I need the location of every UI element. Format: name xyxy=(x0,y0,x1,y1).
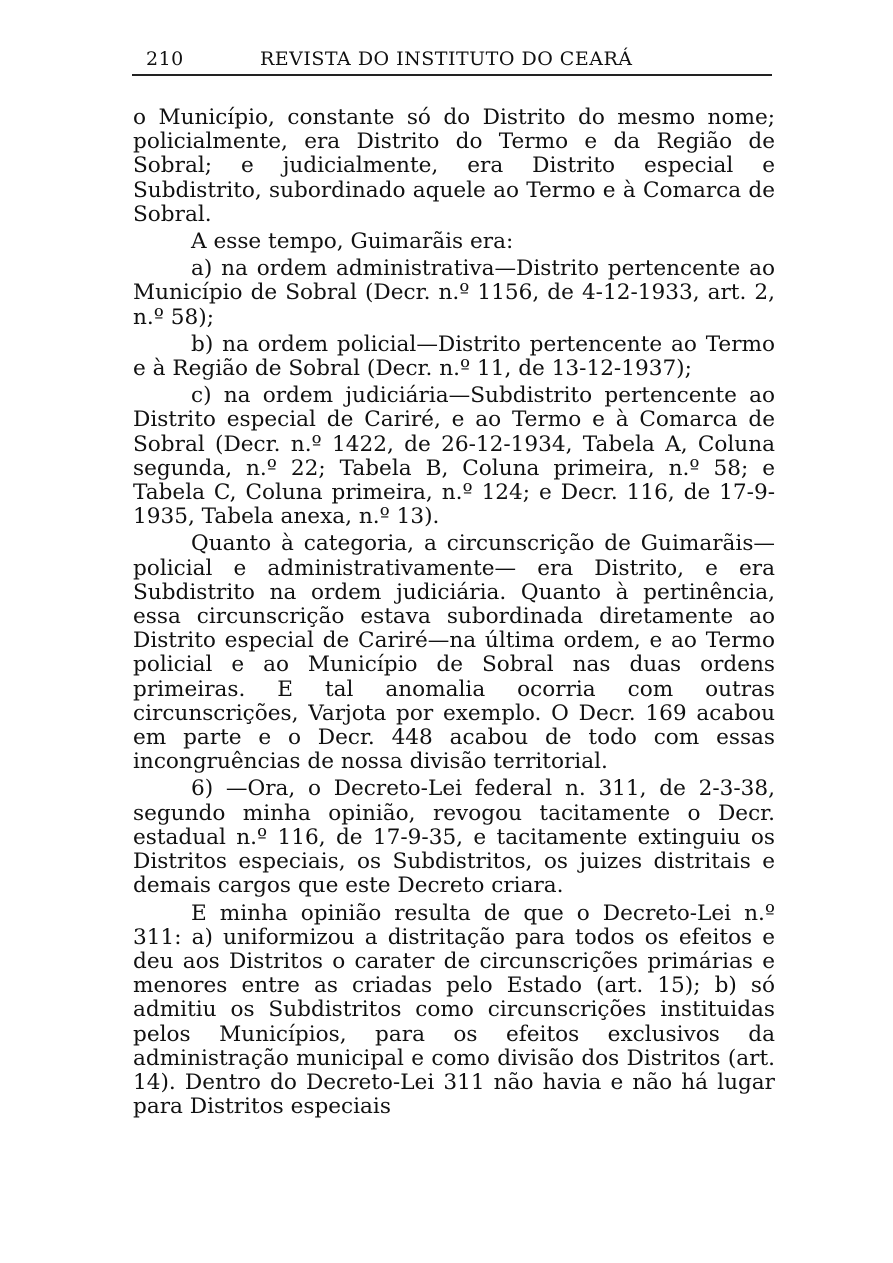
paragraph-continuation: o Município, constante só do Distrito do mesmo nome; policialmente, era Distrito do Termo e da Região de Sobral; e judicialmente, era Distrito especial e Subdistrito, subordinado aquele ao Termo e à Comarca de Sobral. xyxy=(133,105,775,227)
paragraph: E minha opinião resulta de que o Decreto-Lei n.º 311: a) uniformizou a distritação para todos os efeitos e deu aos Distritos o carater de circunscrições primárias e menores entre as criadas pelo Estado (art. 15); b) só admitiu os Subdistritos como circunscrições instituidas pelos Municípios, para os efeitos exclusivos da administração municipal e como divisão dos Distritos (art. 14). Dentro do Decreto-Lei 311 não havia e não há lugar para Distritos especiais xyxy=(133,900,775,1120)
paragraph-item-c: c) na ordem judiciária—Subdistrito pertencente ao Distrito especial de Cariré, e ao Termo e à Comarca de Sobral (Decr. n.º 1422, de 26-12-1934, Tabela A, Coluna segunda, n.º 22; Tabela B, Coluna primeira, n.º 58; e Tabela C, Coluna primeira, n.º 124; e Decr. 116, de 17-9-1935, Tabela anexa, n.º 13). xyxy=(133,383,775,530)
paragraph-item-a: a) na ordem administrativa—Distrito pertencente ao Município de Sobral (Decr. n.º 1156, de 4-12-1933, art. 2, n.º 58); xyxy=(133,256,775,330)
paragraph-section-6: 6) —Ora, o Decreto-Lei federal n. 311, de 2-3-38, segundo minha opinião, revogou tacitamente o Decr. estadual n.º 116, de 17-9-35, e tacitamente extinguiu os Distritos especiais, os Subdistritos, os juizes distritais e demais cargos que este Decreto criara. xyxy=(133,776,775,899)
running-header xyxy=(132,46,772,76)
paragraph-item-b: b) na ordem policial—Distrito pertencente ao Termo e à Região de Sobral (Decr. n.º 11, de 13-12-1937); xyxy=(133,331,775,382)
paragraph: Quanto à categoria, a circunscrição de Guimarãis—policial e administrativamente— era Distrito, e era Subdistrito na ordem judiciária. Quanto à pertinência, essa circunscrição estava subordinada diretamente ao Distrito especial de Cariré—na última ordem, e ao Termo policial e ao Município de Sobral nas duas ordens primeiras. E tal anomalia ocorria com outras circunscrições, Varjota por exemplo. O Decr. 169 acabou em parte e o Decr. 448 acabou de todo com essas incongruências de nossa divisão territorial. xyxy=(133,531,775,775)
paragraph: A esse tempo, Guimarãis era: xyxy=(191,229,514,255)
journal-title: REVISTA DO INSTITUTO DO CEARÁ xyxy=(260,48,633,70)
body-text xyxy=(133,106,775,1119)
page-number: 210 xyxy=(146,48,184,70)
